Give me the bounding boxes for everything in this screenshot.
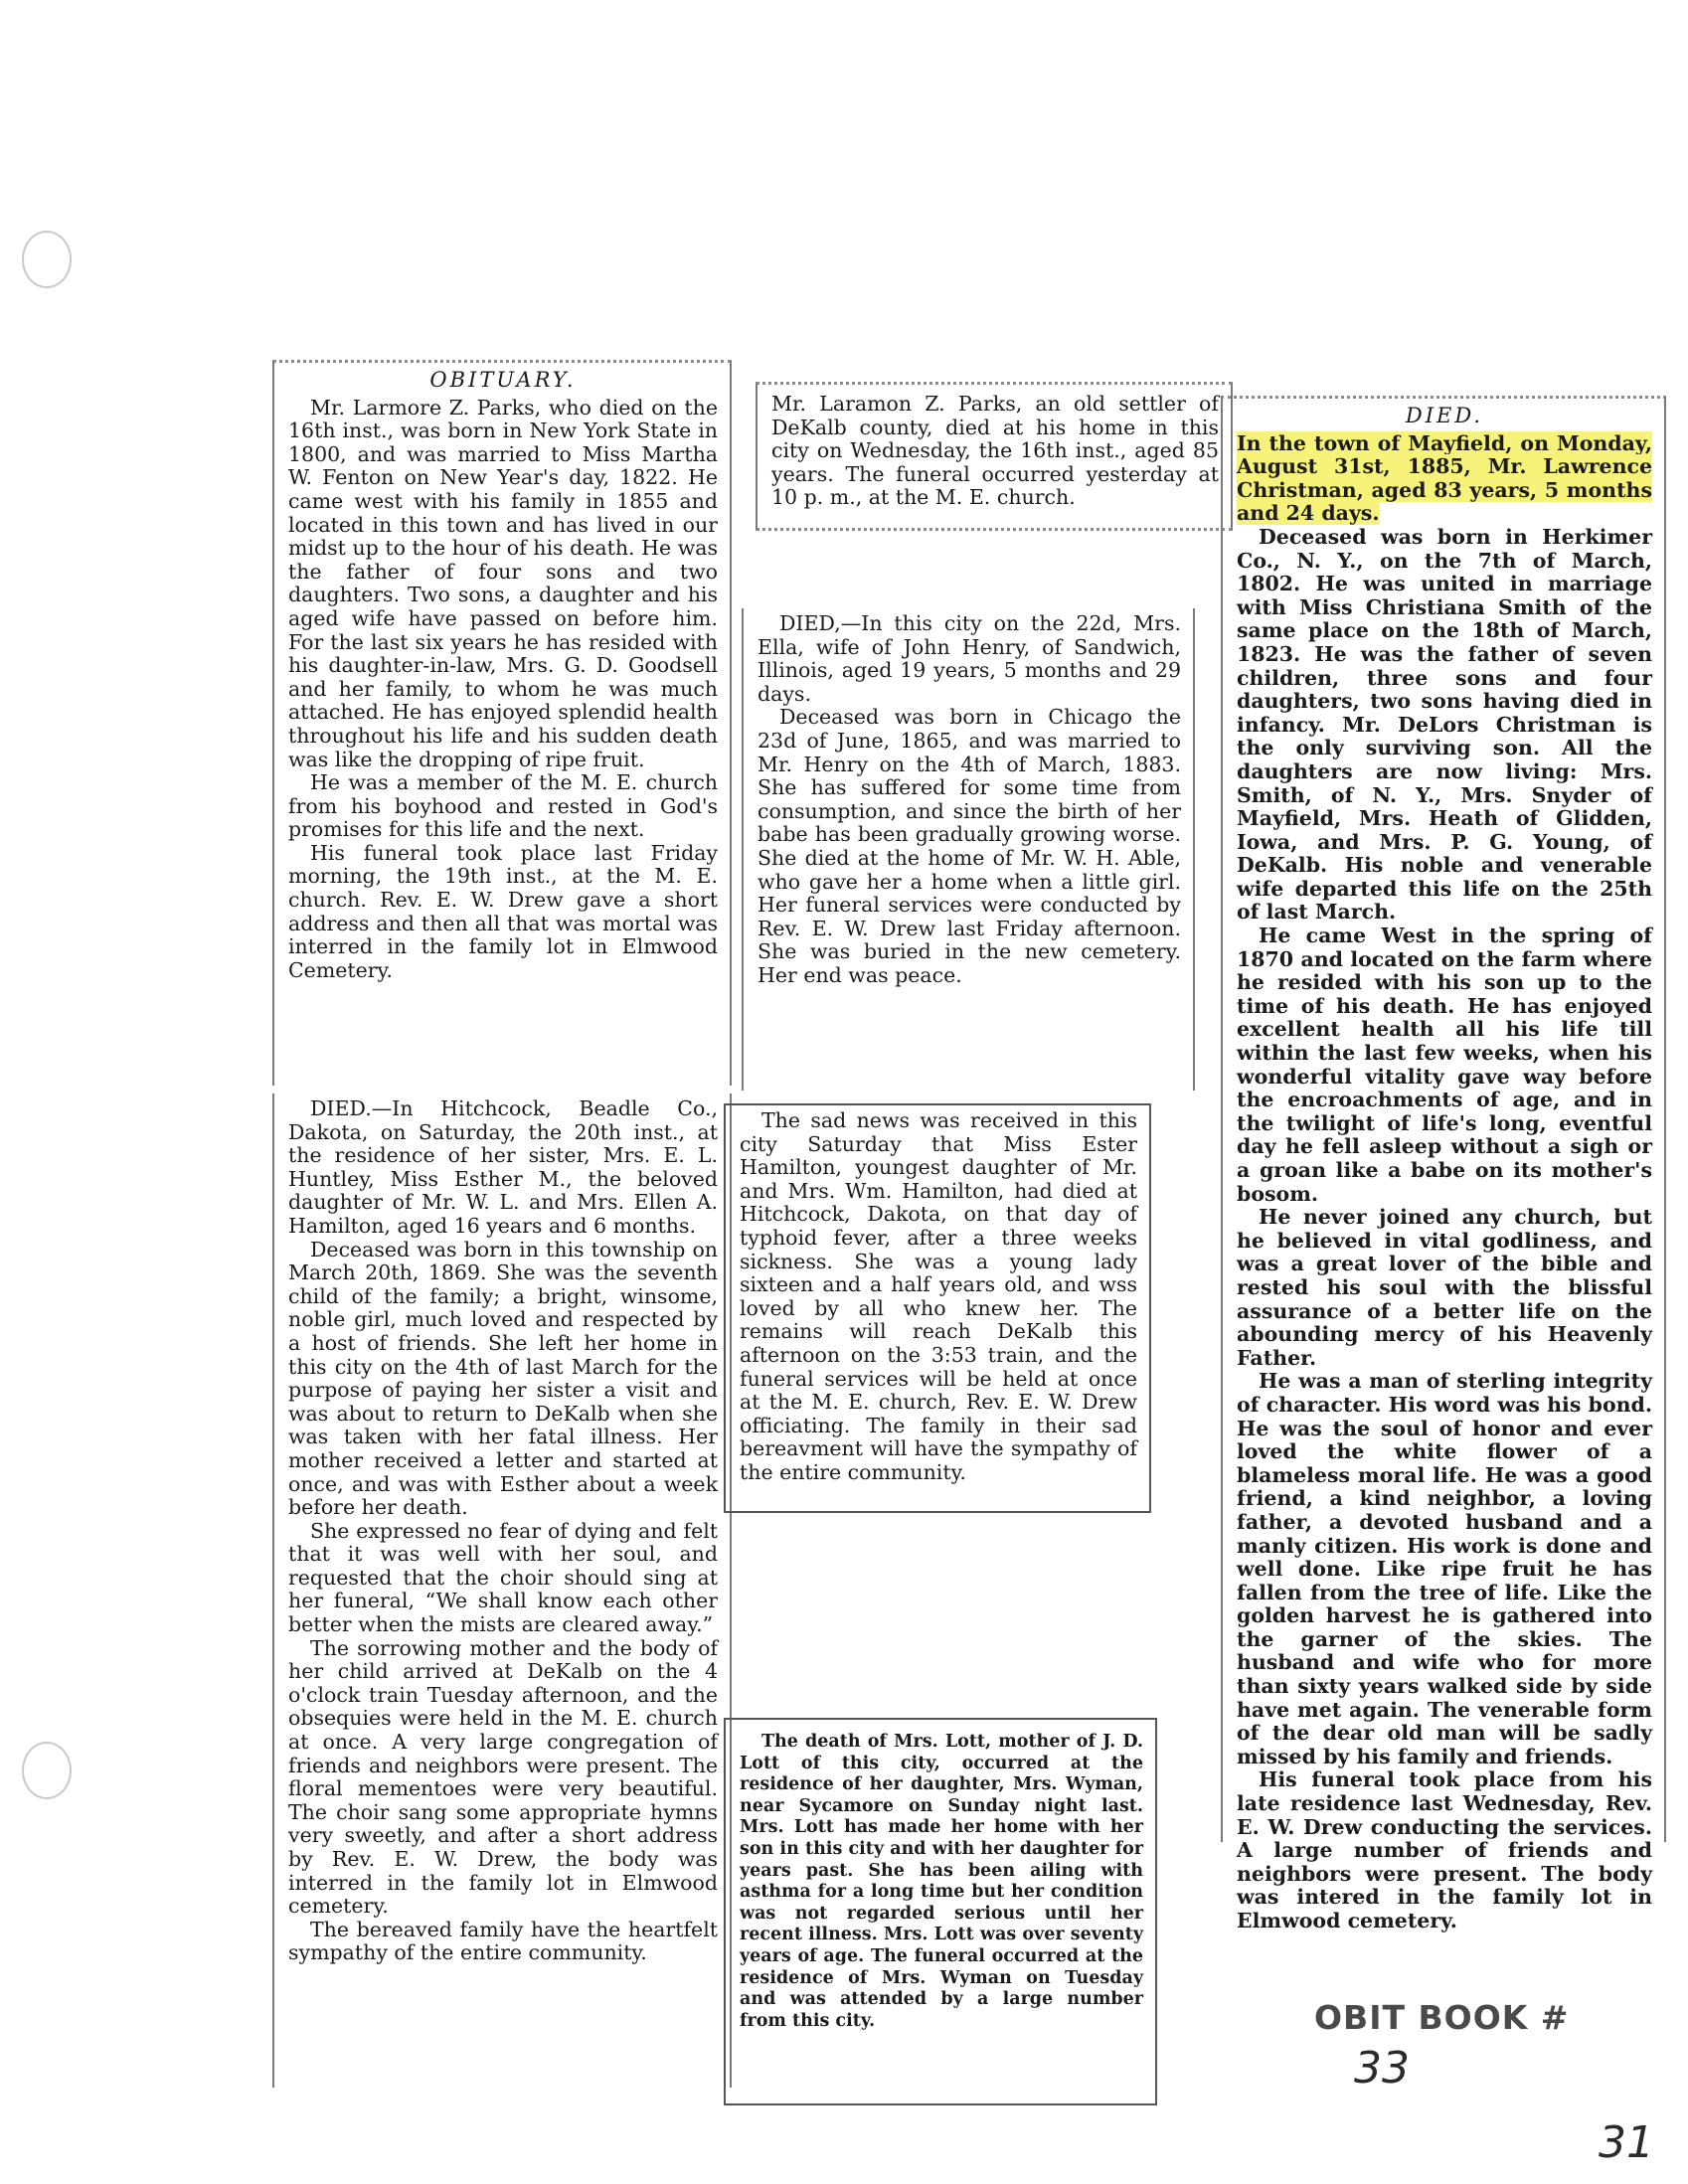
clipping-hamilton-died xyxy=(272,1093,732,2088)
died-paragraph: DIED.—In Hitchcock, Beadle Co., Dakota, on Saturday, the 20th inst., at the residence of her sister, Mrs. E. L. Huntley, Miss Esther M., the beloved daughter of Mr. W. L. and Mrs. Ellen A. Hamilton, aged 16 years and 6 months. xyxy=(288,1096,718,1238)
obit-book-number: 33 xyxy=(1354,2043,1410,2094)
binder-hole-top xyxy=(22,231,72,288)
clipping-parks-notice xyxy=(756,382,1233,531)
clipping-christman-died xyxy=(1221,396,1666,1932)
died-paragraph: The sorrowing mother and the body of her child arrived at DeKalb on the 4 o'clock train Tuesday afternoon, and the obsequies were held in the M. E. church at once. A very large congregation of friends and neighbors were present. The floral mementoes were very beautiful. The choir sang some appropriate hymns very sweetly, and after a short address by Rev. E. W. Drew, the body was interred in the family lot in Elmwood cemetery. xyxy=(288,1635,718,1919)
notice-text: Mr. Laramon Z. Parks, an old settler of DeKalb county, died at his home in this city on Wednesday, the 16th inst., aged 85 years. The funeral occurred yesterday at 10 p. m., at the M. E. church. xyxy=(771,392,1219,510)
died-paragraph: DIED,—In this city on the 22d, Mrs. Ella, wife of John Henry, of Sandwich, Illinois, aged 19 years, 5 months and 29 days. xyxy=(758,611,1181,706)
obituary-paragraph: Mr. Larmore Z. Parks, who died on the 16th inst., was born in New York State in 1800, and was married to Miss Martha W. Fenton on New Year's day, 1822. He came west with his family in 1855 and located in this town and has lived in our midst up to the hour of his death. He was the father of four sons and two daughters. Two sons, a daughter and his aged wife have passed on before him. For the last six years he has resided with his daughter-in-law, Mrs. G. D. Goodsell and her family, to whom he was much attached. He has enjoyed splendid health throughout his life and his sudden death was like the dropping of ripe fruit. xyxy=(288,395,718,771)
died-heading: DIED. xyxy=(1405,404,1484,427)
died-paragraph: He was a man of sterling integrity of character. His word was his bond. He was the soul of honor and ever loved the white flower of a blameless moral life. He was a good friend, a kind neighbor, a loving father, a devoted husband and a manly citizen. His work is done and well done. Like ripe fruit he has fallen from the tree of life. Like the golden harvest he is gathered into the garner of the skies. The husband and wife who for more than sixty years walked side by side have met again. The venerable form of the dear old man will be sadly missed by his family and friends. xyxy=(1237,1369,1652,1768)
died-paragraph: Deceased was born in Herkimer Co., N. Y., on the 7th of March, 1802. He was united in marriage with Miss Christiana Smith of the same place on the 18th of March, 1823. He was the father of seven children, three sons and four daughters, two sons having died in infancy. Mr. DeLors Christman is the only surviving son. All the daughters are now living: Mrs. Smith, of N. Y., Mrs. Snyder of Mayfield, Mrs. Heath of Glidden, Iowa, and Mrs. P. G. Young, of DeKalb. His noble and venerable wife departed this life on the 25th of last March. xyxy=(1237,524,1652,924)
died-lead-paragraph xyxy=(1237,432,1652,526)
obit-book-stamp: OBIT BOOK # xyxy=(1314,1998,1570,2037)
died-paragraph: Deceased was born in this township on March 20th, 1869. She was the seventh child of the family; a bright, winsome, noble girl, much loved and respected by a host of friends. She left her home in this city on the 4th of last March for the purpose of paying her sister a visit and was about to return to DeKalb when she was taken with her fatal illness. Her mother received a letter and started at once, and was with Esther about a week before her death. xyxy=(288,1237,718,1520)
died-paragraph: The bereaved family have the heartfelt sympathy of the entire community. xyxy=(288,1917,718,1965)
died-paragraph: He came West in the spring of 1870 and located on the farm where he resided with his son up to the time of his death. He has enjoyed excellent health all his life till within the last few weeks, when his wonderful vitality gave way before the encroachments of age, and in the twilight of life's long, eventful day he fell asleep without a sigh or a groan like a babe on its mother's bosom. xyxy=(1237,924,1652,1206)
died-paragraph: She expressed no fear of dying and felt that it was well with her soul, and requested that the choir should sing at her funeral, “We shall know each other better when the mists are cleared away.” xyxy=(288,1518,718,1637)
highlighted-lead: In the town of Mayfield, on Monday, August 31st, 1885, Mr. Lawrence Christman, aged 83 years, 5 months and 24 days. xyxy=(1237,430,1652,526)
obituary-paragraph: His funeral took place last Friday morning, the 19th inst., at the M. E. church. Rev. E. W. Drew gave a short address and then all that was mortal was interred in the family lot in Elmwood Cemetery. xyxy=(288,840,718,982)
clipping-lott-death xyxy=(724,1718,1157,2105)
news-text: The death of Mrs. Lott, mother of J. D. Lott of this city, occurred at the residence of her daughter, Mrs. Wyman, near Sycamore on Sunday night last. Mrs. Lott has made her home with her son in this city and with her daughter for years past. She has been ailing with asthma for a long time but her condition was not regarded serious until her recent illness. Mrs. Lott was over seventy years of age. The funeral occurred at the residence of Mrs. Wyman on Tuesday and was attended by a large number from this city. xyxy=(740,1732,1143,2031)
died-paragraph: His funeral took place from his late residence last Wednesday, Rev. E. W. Drew conducting the services. A large number of friends and neighbors were present. The body was intered in the family lot in Elmwood cemetery. xyxy=(1237,1767,1652,1932)
page-number: 31 xyxy=(1599,2117,1654,2168)
clipping-parks-obituary xyxy=(272,360,732,1086)
news-text: The sad news was received in this city Saturday that Miss Ester Hamilton, youngest daughter of Mr. and Mrs. Wm. Hamilton, had died at Hitchcock, Dakota, on that day of typhoid fever, after a three weeks sickness. She was a young lady sixteen and a half years old, and wss loved by all who knew her. The remains will reach DeKalb this afternoon on the 3:53 train, and the funeral services will be held at once at the M. E. church, Rev. E. W. Drew officiating. The family in their sad bereavment will have the sympathy of the entire community. xyxy=(740,1108,1137,1484)
binder-hole-bottom xyxy=(22,1742,72,1799)
obituary-paragraph: He was a member of the M. E. church from his boyhood and rested in God's promises for this life and the next. xyxy=(288,770,718,842)
died-paragraph: Deceased was born in Chicago the 23d of June, 1865, and was married to Mr. Henry on the 4th of March, 1883. She has suffered for some time from consumption, and since the birth of her babe has been gradually growing worse. She died at the home of Mr. W. H. Able, who gave her a home when a little girl. Her funeral services were conducted by Rev. E. W. Drew last Friday afternoon. She was buried in the new cemetery. Her end was peace. xyxy=(758,705,1181,987)
died-paragraph: He never joined any church, but he believed in vital godliness, and was a great lover of the bible and rested his soul with the blissful assurance of a better life on the abounding mercy of his Heavenly Father. xyxy=(1237,1205,1652,1370)
clipping-hamilton-news xyxy=(724,1103,1151,1513)
obituary-heading: OBITUARY. xyxy=(429,368,577,392)
clipping-henry-died xyxy=(742,608,1195,1091)
